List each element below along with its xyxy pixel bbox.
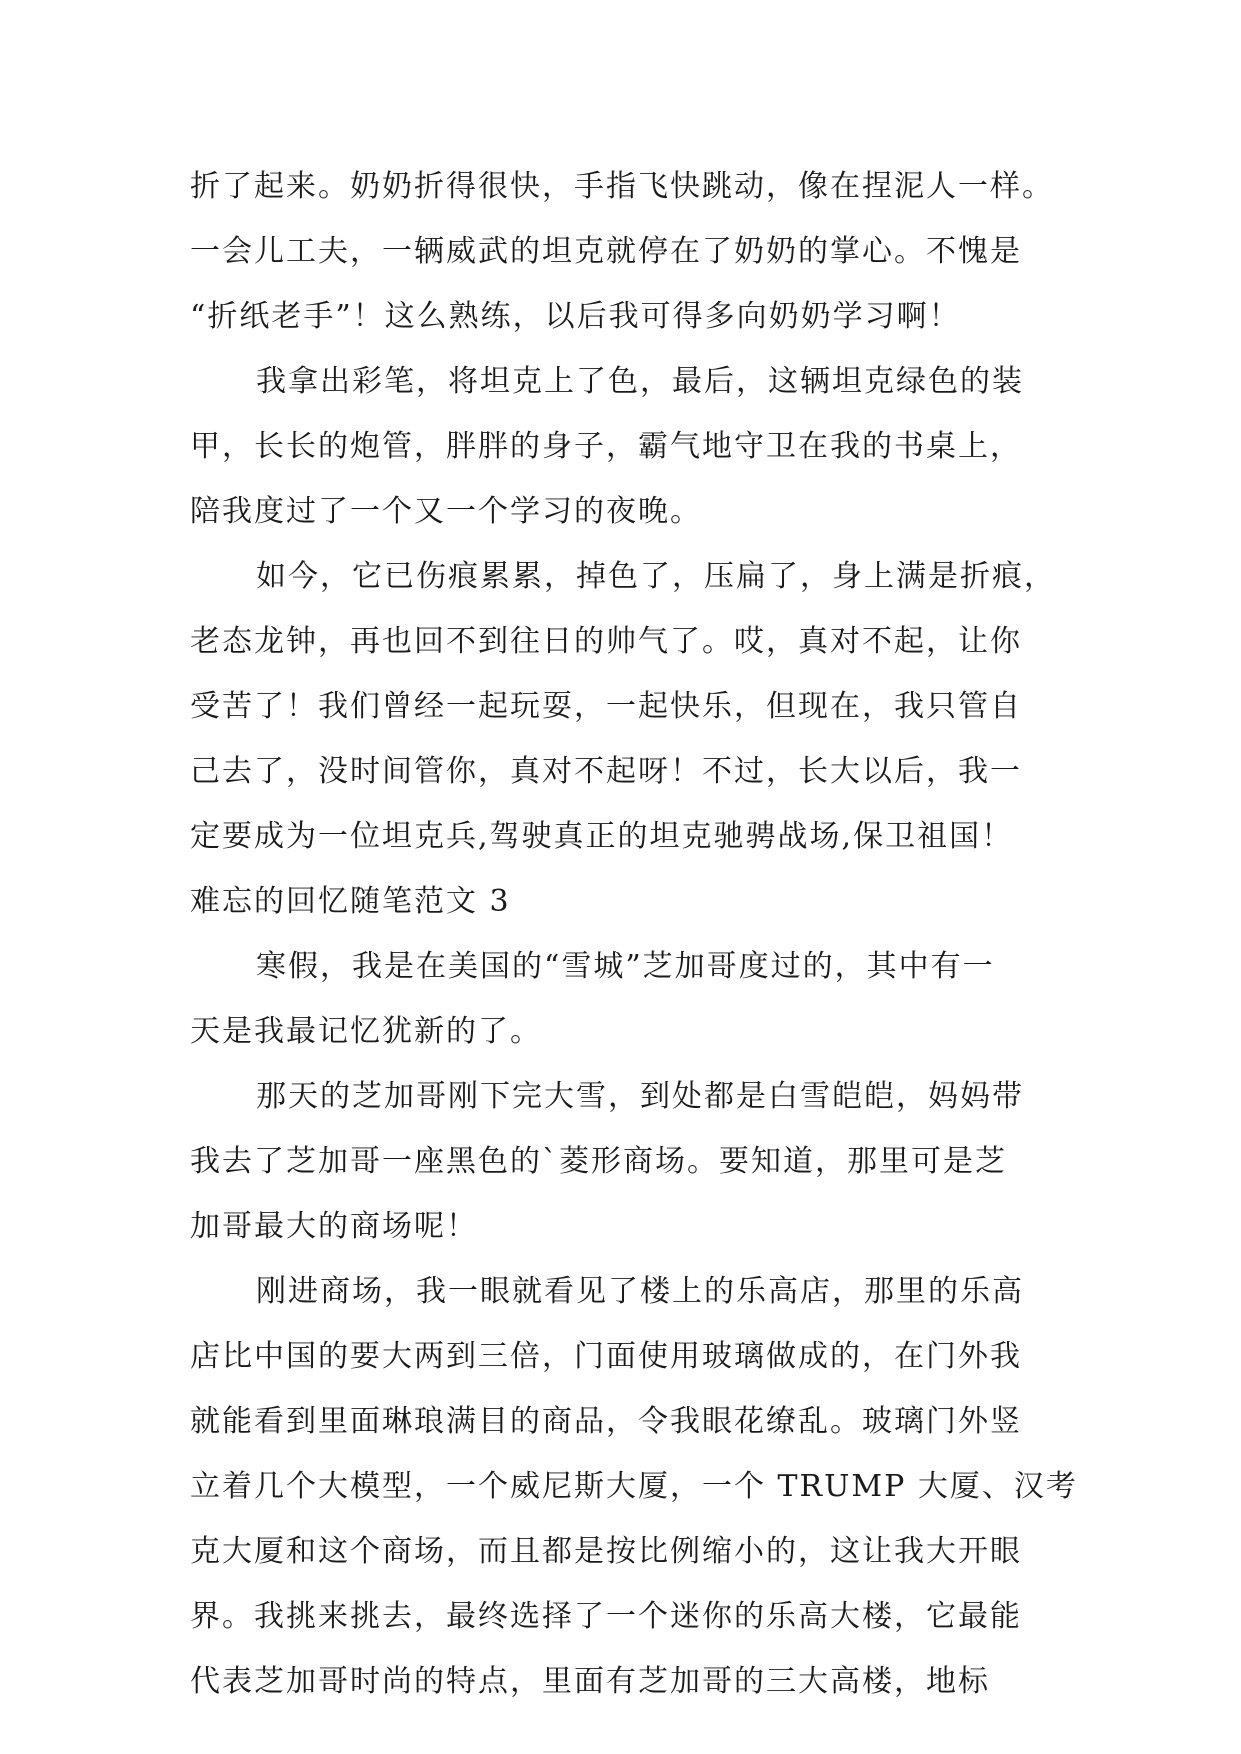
document-body: [190, 154, 1078, 1714]
text-line: 难忘的回忆随笔范文 3: [190, 884, 511, 919]
text-line: 界。我挑来挑去，最终选择了一个迷你的乐高大楼，它最能: [190, 1599, 1022, 1634]
text-line: 克大厦和这个商场，而且都是按比例缩小的，这让我大开眼: [190, 1534, 1022, 1569]
text-line: 受苦了！我们曾经一起玩耍，一起快乐，但现在，我只管自: [190, 689, 1022, 724]
text-line: 如今，它已伤痕累累，掉色了，压扁了，身上满是折痕，: [256, 559, 1056, 594]
text-line: 店比中国的要大两到三倍，门面使用玻璃做成的，在门外我: [190, 1339, 1022, 1374]
text-line: 己去了，没时间管你，真对不起呀！不过，长大以后，我一: [190, 754, 1022, 789]
text-line: 一会儿工夫，一辆威武的坦克就停在了奶奶的掌心。不愧是: [190, 234, 1022, 269]
text-line: 陪我度过了一个又一个学习的夜晚。: [190, 494, 702, 529]
text-line: 折了起来。奶奶折得很快，手指飞快跳动，像在捏泥人一样。: [190, 169, 1054, 204]
text-line: 甲，长长的炮管，胖胖的身子，霸气地守卫在我的书桌上，: [190, 429, 1022, 464]
text-line: 寒假，我是在美国的“雪城”芝加哥度过的，其中有一: [256, 949, 995, 984]
text-line: 我去了芝加哥一座黑色的`菱形商场。要知道，那里可是芝: [190, 1144, 1007, 1179]
text-line: 刚进商场，我一眼就看见了楼上的乐高店，那里的乐高: [256, 1274, 1024, 1309]
text-line: 老态龙钟，再也回不到往日的帅气了。哎，真对不起，让你: [190, 624, 1022, 659]
text-line: 我拿出彩笔，将坦克上了色，最后，这辆坦克绿色的装: [256, 364, 1024, 399]
text-line: 就能看到里面琳琅满目的商品，令我眼花缭乱。玻璃门外竖: [190, 1404, 1022, 1439]
text-line: 立着几个大模型，一个威尼斯大厦，一个 TRUMP 大厦、汉考: [190, 1469, 1078, 1504]
text-line: 那天的芝加哥刚下完大雪，到处都是白雪皑皑，妈妈带: [256, 1079, 1024, 1114]
text-line: 定要成为一位坦克兵,驾驶真正的坦克驰骋战场,保卫祖国！: [190, 819, 1014, 854]
text-line: 代表芝加哥时尚的特点，里面有芝加哥的三大高楼，地标: [190, 1664, 990, 1699]
text-line: 加哥最大的商场呢！: [190, 1209, 478, 1244]
text-line: 天是我最记忆犹新的了。: [190, 1014, 542, 1049]
text-line: “折纸老手”！这么熟练，以后我可得多向奶奶学习啊！: [190, 299, 961, 334]
